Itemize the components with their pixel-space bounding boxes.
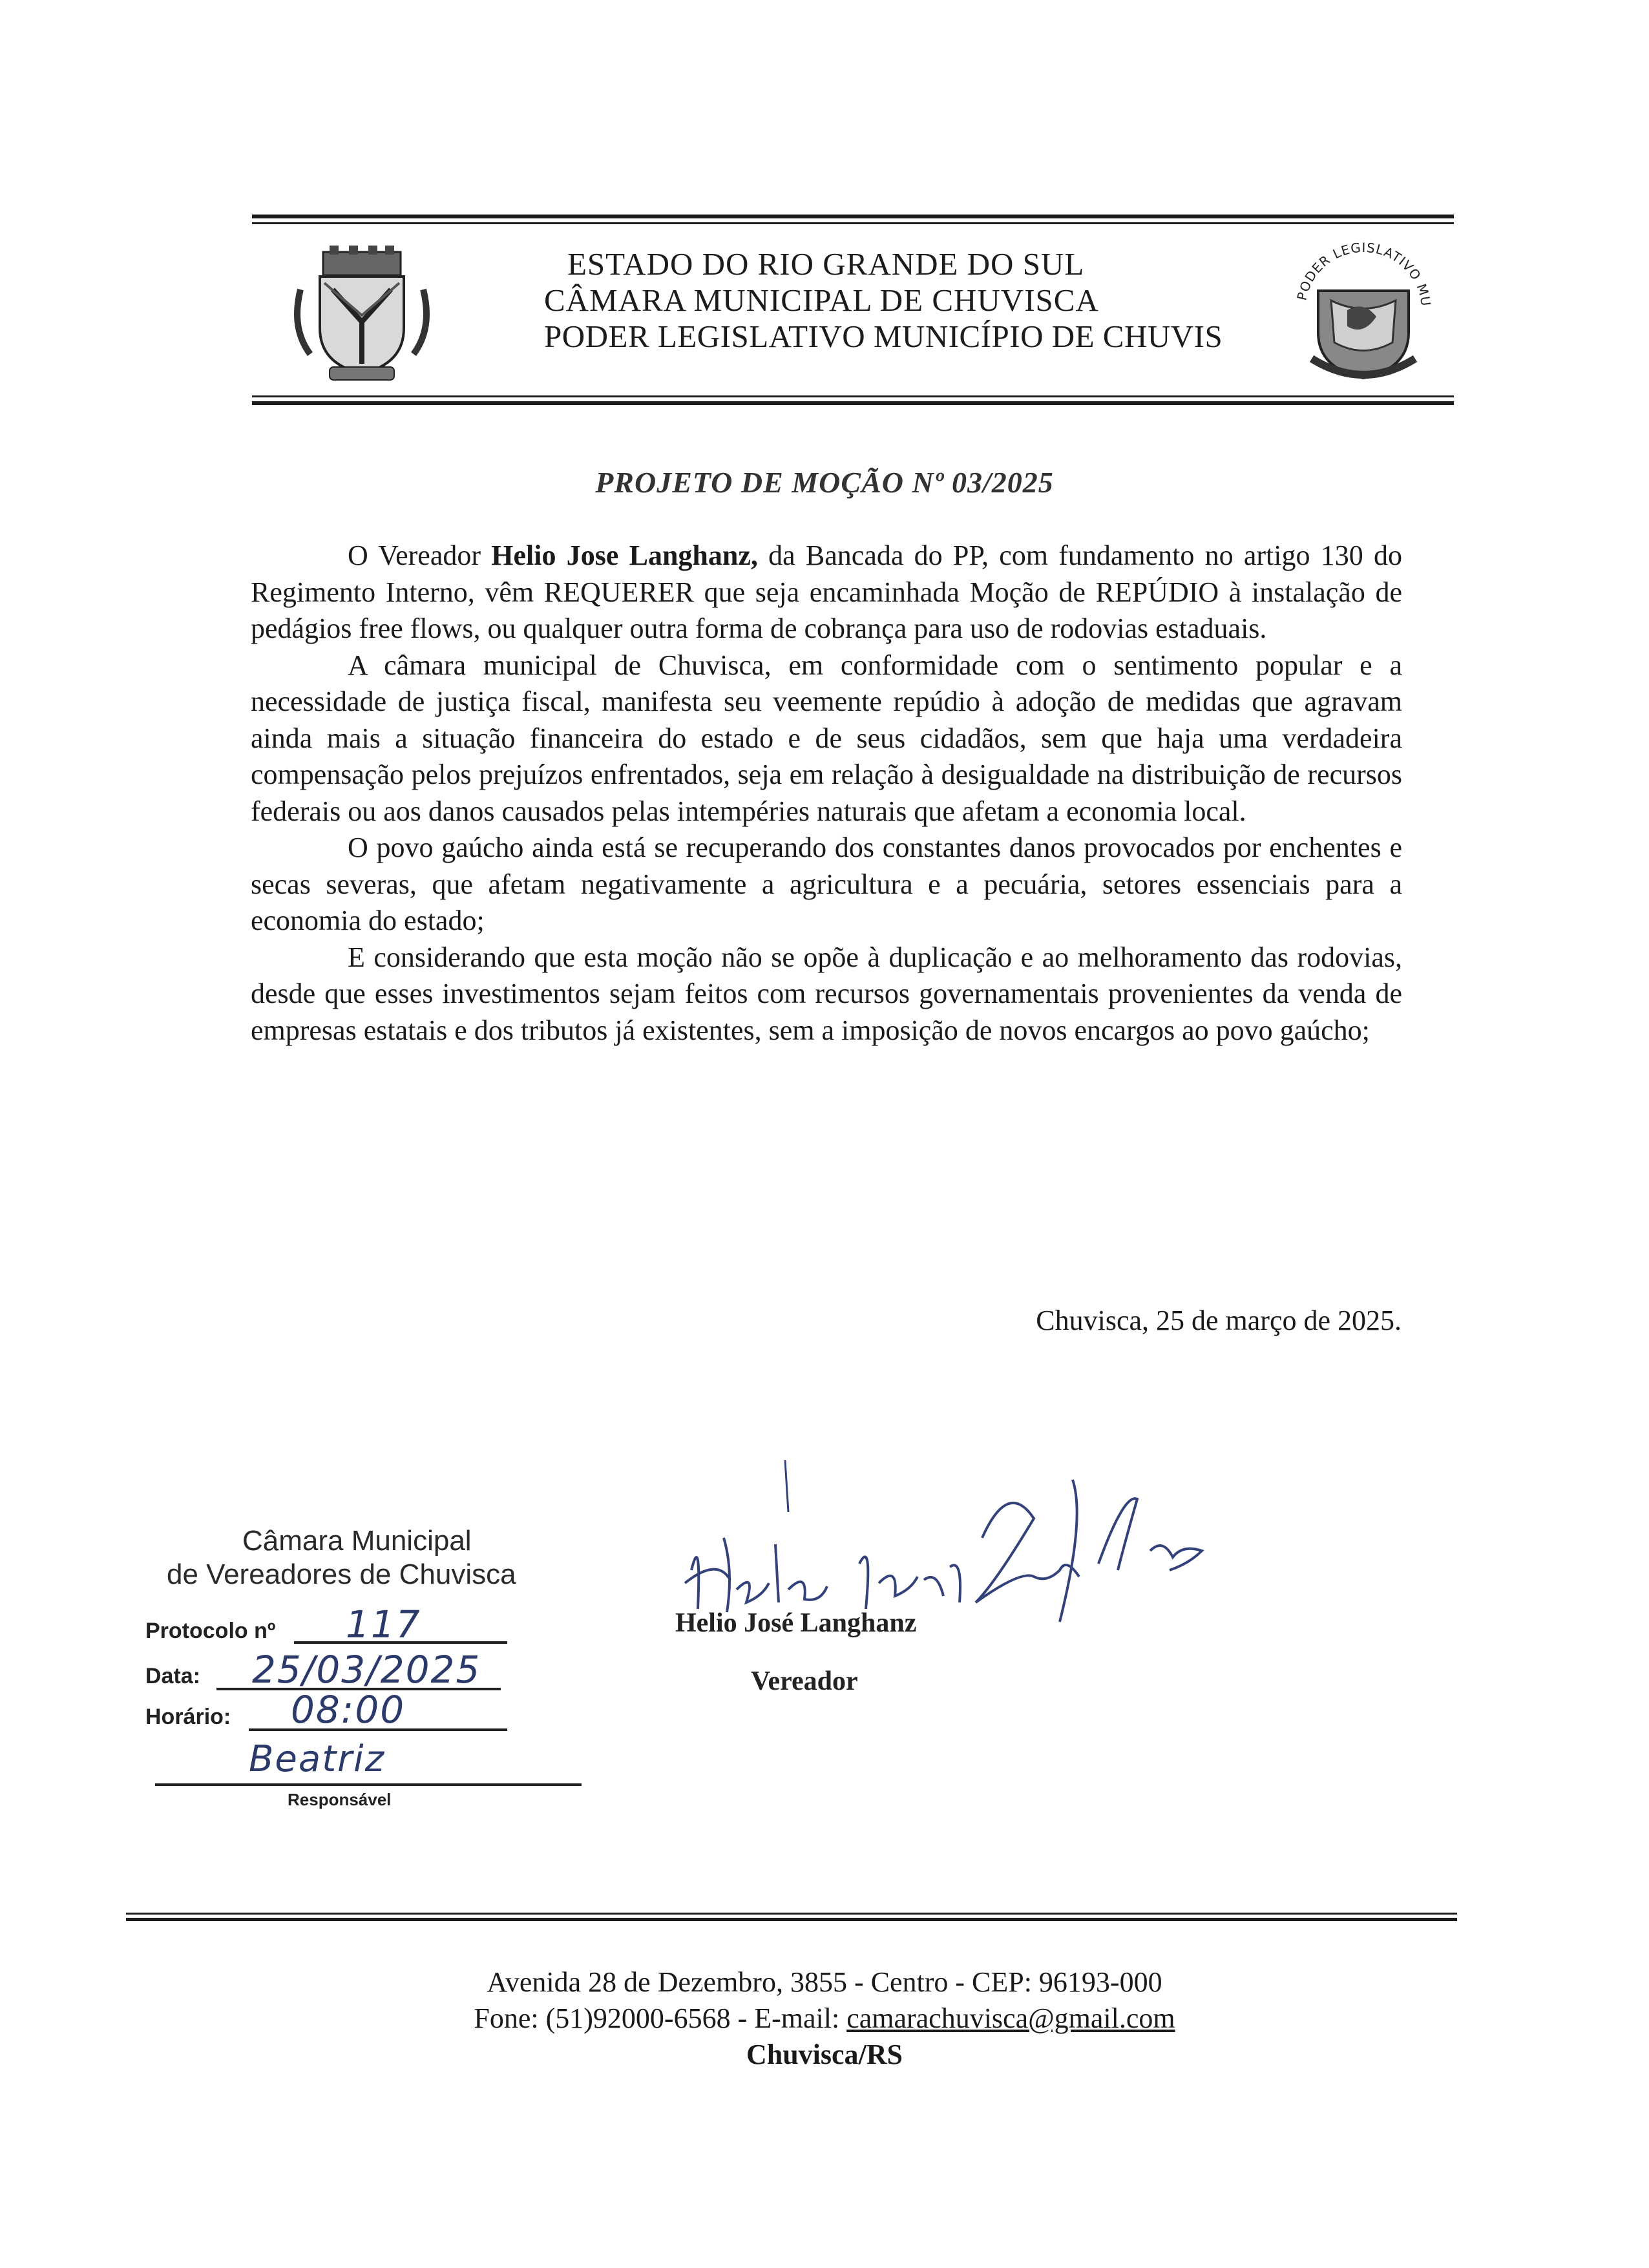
paragraph-4: E considerando que esta moção não se opõe à duplicação e ao melhoramento das rodovias, desde que esses investimentos sejam feitos com recursos governamentais provenientes da venda de empresas estatais e dos tributos já existentes, sem a imposição de novos encargos ao povo gaúcho;	[251, 941, 1402, 1046]
stamp-title-line1: Câmara Municipal	[242, 1525, 472, 1557]
document-body	[251, 538, 1402, 1049]
footer-city: Chuvisca/RS	[746, 2039, 903, 2070]
p1-rest: da Bancada do PP, com fundamento no artigo 130 do Regimento Interno, vêm REQUERER que seja encaminhada Moção de REPÚDIO à instalação de pedágios free flows, ou qualquer outra forma de cobrança para uso de rodovias estaduais.	[251, 540, 1402, 644]
councilor-name-inline: Helio Jose Langhanz,	[491, 540, 758, 571]
paragraph-3: O povo gaúcho ainda está se recuperando dos constantes danos provocados por enchentes e secas severas, que afetam negativamente a agricultura e a pecuária, setores essenciais para a economia do estado;	[251, 832, 1402, 936]
footer-email-link[interactable]: camarachuvisca@gmail.com	[846, 2002, 1175, 2034]
stamp-title-line2: de Vereadores de Chuvisca	[167, 1559, 516, 1590]
p1-lead: O Vereador	[348, 540, 492, 571]
stamp-responsavel-label: Responsável	[288, 1790, 392, 1809]
stamp-data-label: Data:	[145, 1664, 201, 1688]
header-legislative-line: PODER LEGISLATIVO MUNICÍPIO DE CHUVIS	[544, 319, 1223, 354]
stamp-responsavel-line	[155, 1783, 582, 1786]
stamp-data-value: 25/03/2025	[252, 1648, 481, 1692]
footer-rule-thick	[126, 1918, 1457, 1921]
footer-rule-thin	[126, 1913, 1457, 1915]
header-top-rule-thick	[252, 215, 1454, 218]
header-state-line: ESTADO DO RIO GRANDE DO SUL	[567, 246, 1085, 282]
seal-arc-text: PODER LEGISLATIVO MU	[1294, 239, 1434, 308]
header-chamber-line: CÂMARA MUNICIPAL DE CHUVISCA	[544, 282, 1099, 318]
handwritten-signature	[672, 1441, 1221, 1635]
stamp-horario-label: Horário:	[145, 1705, 231, 1729]
footer-address: Avenida 28 de Dezembro, 3855 - Centro - CEP: 96193-000	[487, 1966, 1162, 1998]
header-bottom-rule-thin	[252, 395, 1454, 397]
signatory-name: Helio José Langhanz	[675, 1608, 917, 1638]
municipal-coat-of-arms-icon	[284, 244, 439, 386]
header-bottom-rule-thick	[252, 401, 1454, 405]
stamp-protocolo-label: Protocolo nº	[145, 1619, 276, 1643]
paragraph-1	[251, 538, 1402, 647]
legislative-seal-icon	[1286, 239, 1441, 388]
signatory-role: Vereador	[751, 1666, 858, 1696]
stamp-horario-value: 08:00	[291, 1688, 406, 1732]
stamp-responsavel-signature: Beatriz	[249, 1738, 386, 1780]
document-date: Chuvisca, 25 de março de 2025.	[1036, 1305, 1402, 1336]
paragraph-2: A câmara municipal de Chuvisca, em conformidade com o sentimento popular e a necessidade de justiça fiscal, manifesta seu veemente repúdio à adoção de medidas que agravam ainda mais a situação financeira do estado e de seus cidadãos, sem que haja uma verdadeira compensação pelos prejuízos enfrentados, seja em relação à desigualdade na distribuição de recursos federais ou aos danos causados pelas intempéries naturais que afetam a economia local.	[251, 649, 1402, 827]
header-top-rule-thin	[252, 222, 1454, 224]
document-title: PROJETO DE MOÇÃO Nº 03/2025	[595, 466, 1054, 499]
footer-contact	[0, 2000, 1649, 2037]
stamp-protocolo-value: 117	[346, 1602, 421, 1646]
footer-phone: Fone: (51)92000-6568 - E-mail:	[474, 2002, 847, 2034]
